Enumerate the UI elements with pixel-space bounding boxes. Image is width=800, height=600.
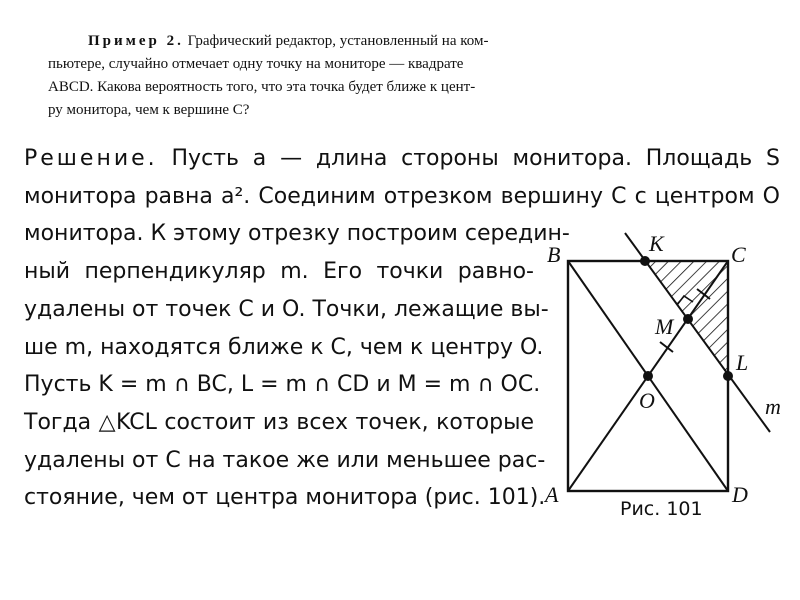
example-line-1: Пример 2. Графический редактор, установленный на ком- bbox=[88, 33, 489, 49]
solution-line-2: монитора равна a². Соединим отрезком вершину C с центром O bbox=[24, 183, 780, 209]
point-k bbox=[640, 256, 650, 266]
solution-line-5: удалены от точек C и O. Точки, лежащие вы- bbox=[24, 296, 549, 322]
figure-caption: Рис. 101 bbox=[620, 498, 703, 520]
label-o: O bbox=[639, 388, 655, 413]
solution-line-1: Решение. Пусть a — длина стороны монитора. Площадь S bbox=[24, 146, 780, 171]
label-l: L bbox=[736, 350, 749, 375]
figure-101 bbox=[530, 225, 800, 540]
solution-line-7: Пусть K = m ∩ BC, L = m ∩ CD и M = m ∩ OC. bbox=[24, 372, 541, 398]
solution-line-8: Тогда △KCL состоит из всех точек, которые bbox=[24, 409, 534, 435]
solution-line-6: ше m, находятся ближе к C, чем к центру O. bbox=[24, 334, 544, 360]
example-label: Пример 2. bbox=[88, 33, 184, 49]
label-k: K bbox=[649, 231, 664, 256]
example-problem bbox=[48, 30, 748, 122]
solution-line-3: монитора. К этому отрезку построим середин- bbox=[24, 221, 570, 247]
point-l bbox=[723, 371, 733, 381]
point-m bbox=[683, 314, 693, 324]
example-line-4: ру монитора, чем к вершине C? bbox=[48, 102, 250, 118]
label-m-point: M bbox=[655, 314, 674, 339]
point-o bbox=[643, 371, 653, 381]
geometry-diagram bbox=[530, 225, 800, 540]
solution-line-9: удалены от C на такое же или меньшее рас- bbox=[24, 447, 546, 473]
solution-line-10: стояние, чем от центра монитора (рис. 101). bbox=[24, 485, 546, 511]
label-m-line: m bbox=[765, 394, 781, 419]
label-c: C bbox=[731, 242, 746, 267]
example-line-3: ABCD. Какова вероятность того, что эта точка будет ближе к цент- bbox=[48, 79, 476, 95]
label-d: D bbox=[732, 482, 748, 507]
solution-line-4: ный перпендикуляр m. Его точки равно- bbox=[24, 259, 534, 285]
label-a: A bbox=[545, 482, 559, 507]
label-b: B bbox=[547, 242, 561, 267]
solution-label: Решение. bbox=[24, 146, 158, 171]
example-line-2: пьютере, случайно отмечает одну точку на мониторе — квадрате bbox=[48, 56, 464, 72]
